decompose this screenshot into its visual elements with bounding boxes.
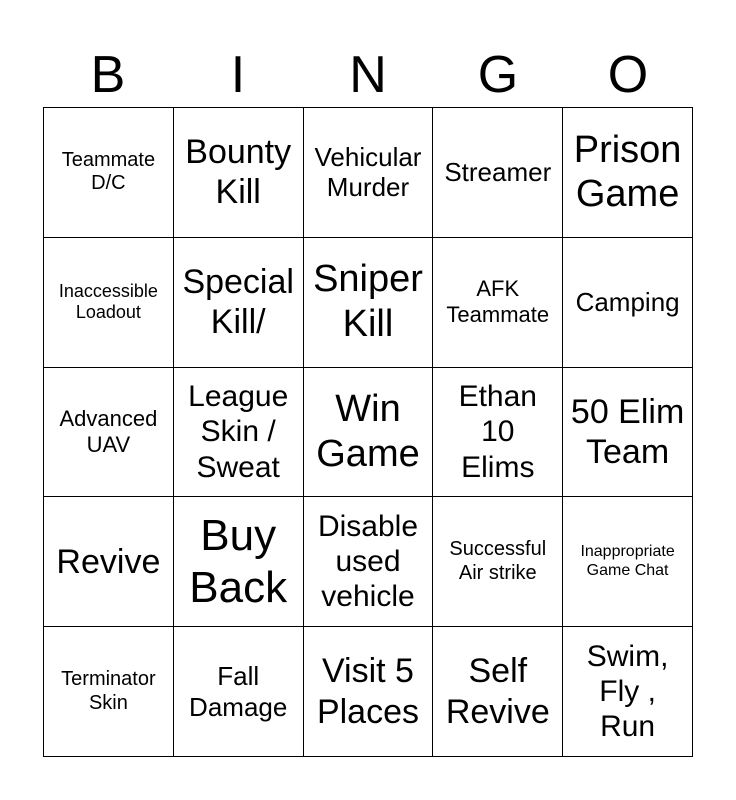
bingo-cell-r1c2[interactable] <box>174 108 304 238</box>
bingo-header <box>43 44 693 106</box>
bingo-cell-label: Streamer <box>444 157 552 188</box>
bingo-cell-label: Win Game <box>316 388 420 475</box>
bingo-cell-label: Special Kill/ <box>182 263 294 342</box>
bingo-cell-label: Swim, Fly , Run <box>586 639 669 744</box>
bingo-cell-label: Bounty Kill <box>185 133 292 212</box>
bingo-cell-label: Teammate D/C <box>61 148 156 195</box>
bingo-cell-r4c1[interactable] <box>44 497 174 627</box>
bingo-cell-label: 50 Elim Team <box>570 392 685 471</box>
bingo-cell-r5c5[interactable] <box>563 627 693 757</box>
bingo-cell-label: Inappropriate Game Chat <box>580 542 675 579</box>
bingo-cell-label: Revive <box>56 542 161 581</box>
bingo-cell-r4c3[interactable] <box>304 497 434 627</box>
bingo-cell-label: Fall Damage <box>189 660 288 722</box>
bingo-cell-label: Buy Back <box>189 510 288 612</box>
bingo-cell-label: Disable used vehicle <box>317 509 419 614</box>
bingo-cell-label: Visit 5 Places <box>316 652 420 731</box>
bingo-cell-r4c2[interactable] <box>174 497 304 627</box>
bingo-cell-r3c3[interactable] <box>304 368 434 498</box>
header-letter-g: G <box>477 46 519 104</box>
bingo-cell-r2c2[interactable] <box>174 238 304 368</box>
bingo-cell-label: Sniper Kill <box>313 258 423 346</box>
bingo-cell-r3c1[interactable] <box>44 368 174 498</box>
bingo-cell-r5c3[interactable] <box>304 627 434 757</box>
bingo-board <box>43 107 693 757</box>
header-letter-b: B <box>90 46 126 104</box>
bingo-cell-r2c4[interactable] <box>433 238 563 368</box>
bingo-cell-r5c1[interactable] <box>44 627 174 757</box>
bingo-cell-r1c4[interactable] <box>433 108 563 238</box>
bingo-cell-label: Inaccessible Loadout <box>58 280 158 323</box>
bingo-cell-r4c4[interactable] <box>433 497 563 627</box>
bingo-cell-label: Self Revive <box>445 652 550 731</box>
bingo-cell-r3c4[interactable] <box>433 368 563 498</box>
header-letter-i: I <box>230 46 246 104</box>
bingo-cell-r4c5[interactable] <box>563 497 693 627</box>
bingo-cell-label: Camping <box>575 286 680 317</box>
bingo-cell-label: AFK Teammate <box>446 276 550 328</box>
bingo-cell-r2c3[interactable] <box>304 238 434 368</box>
header-letter-n: N <box>349 46 387 104</box>
bingo-cell-label: League Skin / Sweat <box>188 379 289 484</box>
bingo-cell-label: Terminator Skin <box>61 668 156 714</box>
bingo-cell-label: Successful Air strike <box>449 538 547 584</box>
bingo-cell-r1c3[interactable] <box>304 108 434 238</box>
bingo-cell-r2c1[interactable] <box>44 238 174 368</box>
header-letter-o: O <box>607 46 649 104</box>
bingo-cell-r1c1[interactable] <box>44 108 174 238</box>
bingo-cell-r3c2[interactable] <box>174 368 304 498</box>
bingo-cell-label: Prison Game <box>573 128 682 216</box>
bingo-cell-r3c5[interactable] <box>563 368 693 498</box>
bingo-cell-r1c5[interactable] <box>563 108 693 238</box>
bingo-cell-label: Advanced UAV <box>59 406 158 457</box>
bingo-cell-r5c2[interactable] <box>174 627 304 757</box>
bingo-cell-label: Ethan 10 Elims <box>458 379 537 484</box>
bingo-cell-label: Vehicular Murder <box>314 141 422 203</box>
bingo-cell-r2c5[interactable] <box>563 238 693 368</box>
bingo-cell-r5c4[interactable] <box>433 627 563 757</box>
